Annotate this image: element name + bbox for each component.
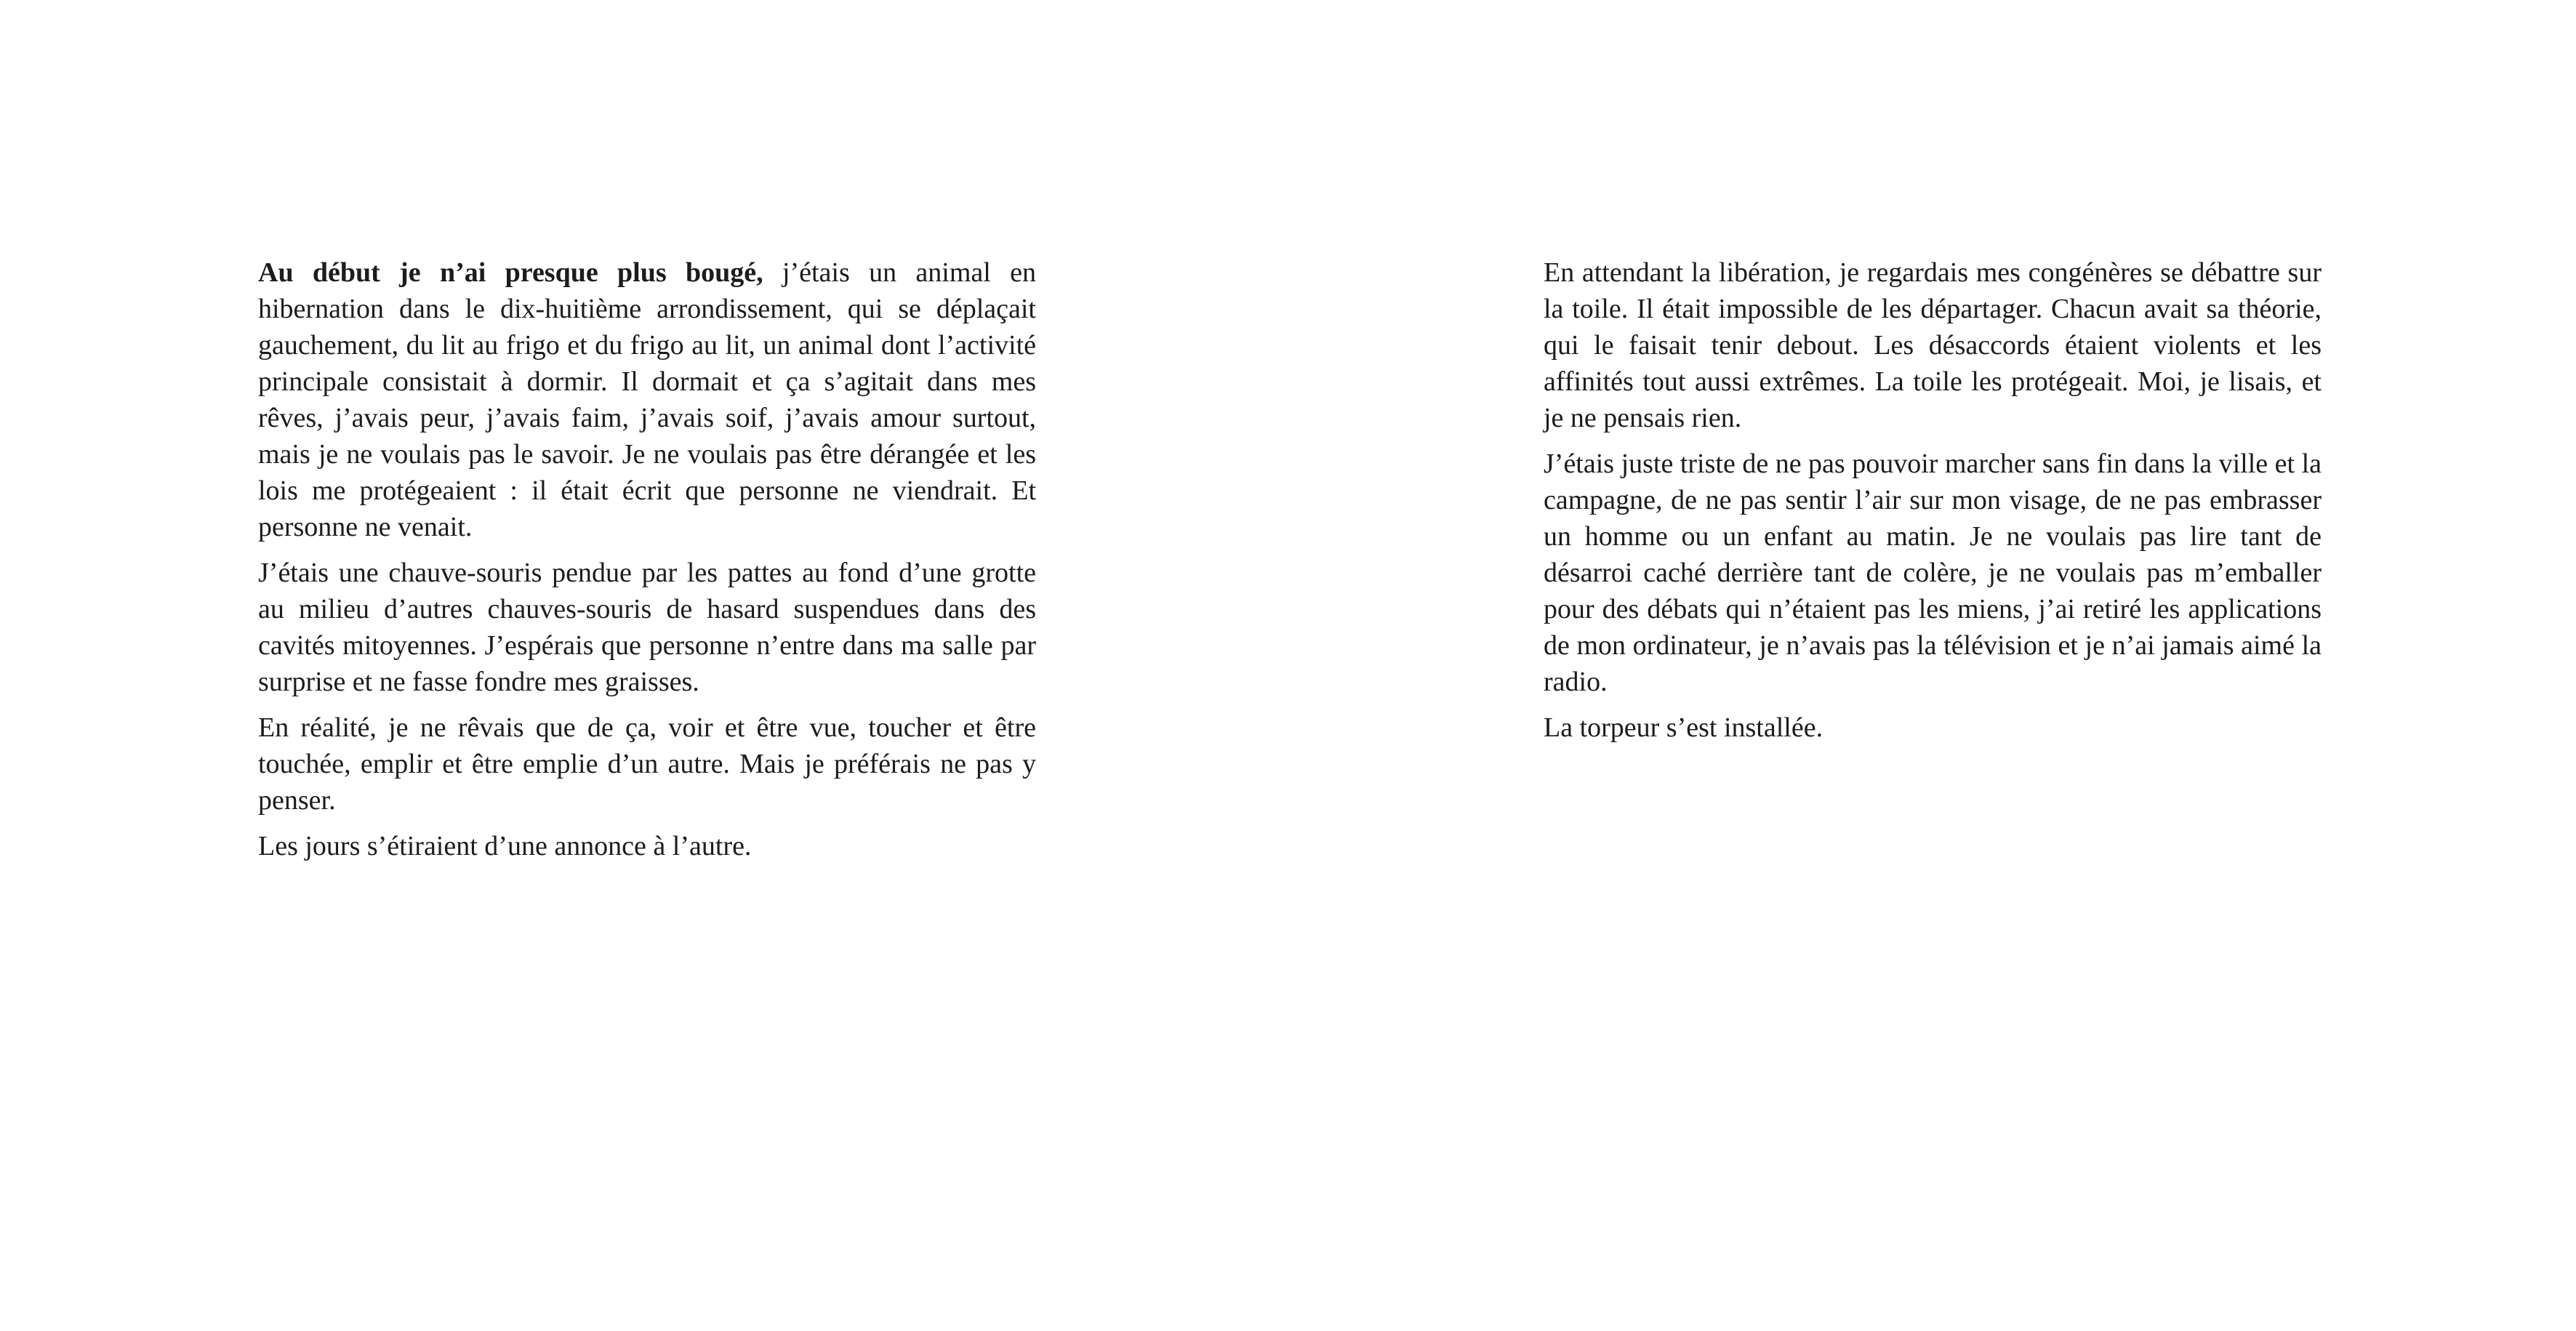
paragraph	[258, 254, 1036, 545]
paragraph-lead-bold: Au début je n’ai presque plus bougé,	[258, 257, 763, 288]
right-page	[1544, 254, 2322, 755]
paragraph: La torpeur s’est installée.	[1544, 712, 1823, 743]
left-page	[258, 254, 1036, 874]
paragraph: En réalité, je ne rêvais que de ça, voir et être vue, toucher et être touchée, emplir et être emplie d’un autre. Mais je préférais ne pas y penser.	[258, 712, 1036, 816]
paragraph: J’étais juste triste de ne pas pouvoir marcher sans fin dans la ville et la campagne, de ne pas sentir l’air sur mon visage, de ne pas embrasser un homme ou un enfant au matin. Je ne voulais pas lire tant de désarroi caché derrière tant de colère, je ne voulais pas m’emballer pour des débats qui n’étaient pas les miens, j’ai retiré les applications de mon ordinateur, je n’avais pas la télévision et je n’ai jamais aimé la radio.	[1544, 449, 2322, 697]
paragraph: En attendant la libération, je regardais mes congénères se débattre sur la toile. Il était impossible de les départager. Chacun avait sa théorie, qui le faisait tenir debout. Les désaccords étaient violents et les affinités tout aussi extrêmes. La toile les protégeait. Moi, je lisais, et je ne pensais rien.	[1544, 257, 2322, 433]
paragraph: Les jours s’étiraient d’une annonce à l’autre.	[258, 831, 752, 861]
paragraph: J’étais une chauve-souris pendue par les pattes au fond d’une grotte au milieu d’autres chauves-souris de hasard suspendues dans des cavités mitoyennes. J’espérais que personne n’entre dans ma salle par surprise et ne fasse fondre mes graisses.	[258, 558, 1036, 697]
paragraph-text: j’étais un animal en hibernation dans le dix-huitième arrondissement, qui se déplaçait gauchement, du lit au frigo et du frigo au lit, un animal dont l’activité principale consistait à dormir. Il dormait et ça s’agitait dans mes rêves, j’avais peur, j’avais faim, j’avais soif, j’avais amour surtout, mais je ne voulais pas le savoir. Je ne voulais pas être dérangée et les lois me protégeaient : il était écrit que personne ne viendrait. Et personne ne venait.	[258, 257, 1036, 542]
